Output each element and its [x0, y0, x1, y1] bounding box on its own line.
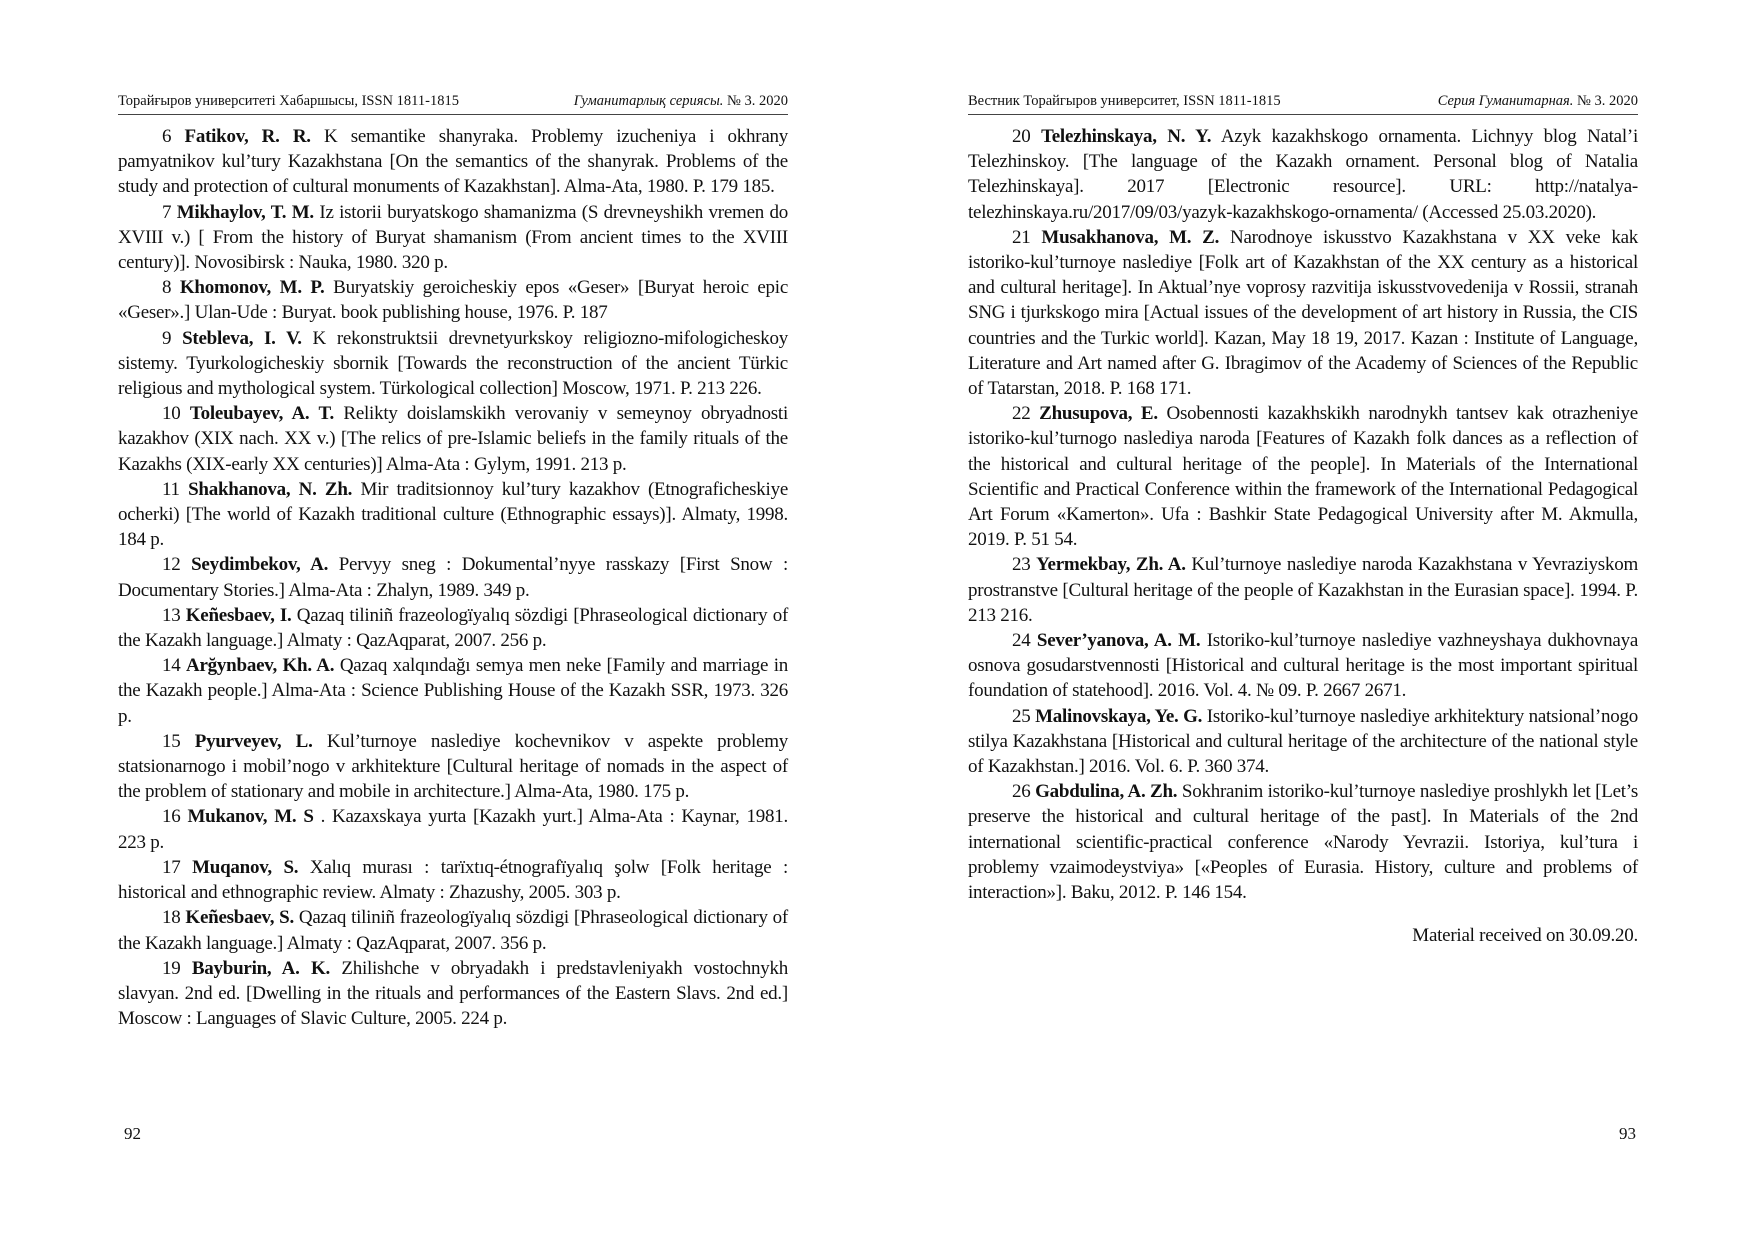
reference-author: Keñesbaev, S.	[185, 907, 294, 929]
reference-number: 21	[1012, 226, 1031, 248]
reference-text: Iz istorii buryatskogo shamanizma (S drevneyshikh vremen do XVIII v.) [ From the history of Buryat shamanism (From ancient times to the XVIII century)]. Novosibirsk : Nauka, 1980. 320 p.	[118, 201, 788, 274]
reference-text: Buryatskiy geroicheskiy epos «Geser» [Buryat heroic epic «Geser».] Ulan-Ude : Buryat. book publishing house, 1976. P. 187	[118, 277, 789, 324]
reference-author: Musakhanova, M. Z.	[1041, 226, 1220, 248]
reference-text: Istoriko-kul’turnoye naslediye arkhitektury natsional’nogo stilya Kazakhstana [Historical and cultural heritage of the architecture of the national style of Kazakhstan.] 2016. Vol. 6. P. 360 374.	[968, 705, 1639, 778]
journal-title: Торайғыров университеті Хабаршысы, ISSN 1811-1815	[118, 93, 459, 109]
reference-text: Qazaq xalqındağı semya men neke [Family and marriage in the Kazakh people.] Alma-Ata : Science Publishing House of the Kazakh SSR, 1973. 326 p.	[118, 655, 788, 727]
reference-author: Telezhinskaya, N. Y.	[1041, 126, 1212, 147]
reference-item	[118, 653, 788, 729]
reference-text: Azyk kazakhskogo ornamenta. Lichnyy blog Natal’i Telezhinskoy. [The language of the Kazakh ornament. Personal blog of Natalia Telezhinskaya]. 2017 [Electronic resource]. URL: http://natalya-telezhinskaya.ru/2017/09/03/yazyk-kazakhskogo-ornamenta/ (Accessed 25.03.2020).	[968, 126, 1639, 223]
reference-item	[118, 855, 788, 905]
reference-number: 24	[1012, 630, 1031, 652]
reference-number: 8	[162, 277, 172, 299]
reference-item	[118, 729, 788, 805]
reference-author: Malinovskaya, Ye. G.	[1035, 705, 1203, 727]
reference-number: 19	[162, 957, 181, 979]
reference-text: Narodnoye iskusstvo Kazakhstana v XX veke kak istoriko-kul’turnoye naslediye [Folk art of Kazakhstan of the XX century as a historical and cultural heritage]. In Aktual’nye voprosy razvitija iskusstvovedenija v Rossii, stranah SNG i tjurkskogo mira [Actual issues of the development of art history in Russia, the CIS countries and the Turkic world]. Kazan, May 18 19, 2017. Kazan : Institute of Language, Literature and Art named after G. Ibragimov of the Academy of Sciences of the Republic of Tatarstan, 2018. P. 168 171.	[968, 226, 1639, 400]
reference-text: K rekonstruktsii drevnetyurkskoy religiozno-mifologicheskoy sistemy. Tyurkologicheskiy sbornik [Towards the reconstruction of the ancient Türkic religious and mythological system. Türkological collection] Moscow, 1971. P. 213 226.	[118, 327, 789, 400]
reference-item	[118, 275, 788, 325]
reference-number: 15	[162, 730, 181, 752]
reference-author: Shakhanova, N. Zh.	[188, 478, 353, 500]
page-number: 93	[1619, 1124, 1636, 1143]
reference-number: 23	[1012, 554, 1031, 576]
reference-item	[968, 225, 1638, 401]
reference-text: Osobennosti kazakhskikh narodnykh tantsev kak otrazheniye istoriko-kul’turnogo naslediya naroda [Features of Kazakh folk dances as a reflection of the historical and cultural heritage of the people]. In Materials of the International Scientific and Practical Conference within the framework of the International Pedagogical Art Forum «Kamerton». Ufa : Bashkir State Pedagogical University after M. Akmulla, 2019. P. 51 54.	[968, 403, 1638, 551]
reference-number: 22	[1012, 403, 1031, 425]
reference-number: 14	[162, 655, 181, 677]
running-header	[968, 92, 1638, 115]
reference-item	[118, 124, 788, 200]
reference-item	[118, 603, 788, 653]
reference-text: . Kazaxskaya yurta [Kazakh yurt.] Alma-Ata : Kaynar, 1981. 223 p.	[118, 806, 788, 853]
right-page	[968, 0, 1638, 1241]
reference-text: Relikty doislamskikh verovaniy v semeynoy obryadnosti kazakhov (XIX nach. XX v.) [The relics of pre-Islamic beliefs in the family rituals of the Kazakhs (XIX-early XX centuries)] Alma-Ata : Gylym, 1991. 213 p.	[118, 403, 788, 475]
reference-item	[118, 326, 788, 402]
reference-list	[118, 124, 788, 1031]
reference-text: Zhilishche v obryadakh i predstavleniyakh vostochnykh slavyan. 2nd ed. [Dwelling in the rituals and performances of the Eastern Slavs. 2nd ed.] Moscow : Languages of Slavic Culture, 2005. 224 p.	[118, 957, 789, 1030]
reference-text: Qazaq tiliniñ frazeologïyalıq sözdigi [Phraseological dictionary of the Kazakh language.] Almaty : QazAqparat, 2007. 356 p.	[118, 907, 789, 954]
reference-number: 17	[162, 856, 181, 878]
reference-author: Yermekbay, Zh. A.	[1036, 554, 1186, 576]
reference-author: Zhusupova, E.	[1039, 403, 1158, 425]
reference-text: Istoriko-kul’turnoye naslediye vazhneyshaya dukhovnaya osnova gosudarstvennosti [Historical and cultural heritage is the most important spiritual foundation of statehood]. 2016. Vol. 4. № 09. P. 2667 2671.	[968, 630, 1638, 702]
reference-author: Keñesbaev, I.	[185, 604, 292, 626]
series-title: Гуманитарлық сериясы.	[573, 93, 724, 109]
reference-number: 10	[162, 403, 181, 425]
reference-item	[118, 956, 788, 1032]
reference-item	[118, 804, 788, 854]
reference-author: Mikhaylov, T. M.	[176, 201, 314, 223]
reference-number: 11	[162, 478, 180, 500]
reference-text: Pervyy sneg : Dokumental’nyye rasskazy [First Snow : Documentary Stories.] Alma-Ata : Zhalyn, 1989. 349 p.	[118, 554, 788, 601]
reference-number: 13	[162, 604, 181, 626]
reference-item	[118, 200, 788, 276]
reference-item	[968, 779, 1638, 905]
reference-number: 9	[162, 327, 172, 349]
reference-author: Khomonov, M. P.	[179, 277, 325, 299]
journal-title: Вестник Торайгыров университет, ISSN 1811-1815	[968, 93, 1281, 109]
reference-item	[118, 477, 788, 553]
issue-number: № 3. 2020	[723, 93, 788, 109]
received-note: Material received on 30.09.20.	[1412, 925, 1638, 947]
reference-number: 25	[1012, 705, 1031, 727]
reference-author: Pyurveyev, L.	[194, 730, 313, 752]
reference-item	[968, 124, 1638, 225]
reference-number: 12	[162, 554, 181, 576]
reference-item	[968, 552, 1638, 628]
series-info	[1438, 92, 1638, 110]
reference-author: Stebleva, I. V.	[182, 327, 302, 349]
reference-number: 7	[162, 201, 172, 223]
reference-text: K semantike shanyraka. Problemy izucheniya i okhrany pamyatnikov kul’tury Kazakhstana [On the semantics of the shanyrak. Problems of the study and protection of cultural monuments of Kazakhstan]. Alma-Ata, 1980. P. 179 185.	[118, 126, 789, 198]
reference-author: Muqanov, S.	[192, 856, 299, 878]
page-number: 92	[124, 1124, 141, 1143]
reference-text: Kul’turnoye naslediye kochevnikov v aspekte problemy statsionarnogo i mobil’nogo v arkhitekture [Cultural heritage of nomads in the aspect of the problem of stationary and mobile in architecture.] Alma-Ata, 1980. 175 p.	[118, 730, 789, 803]
reference-author: Gabdulina, A. Zh.	[1035, 781, 1178, 803]
reference-author: Fatikov, R. R.	[184, 126, 311, 147]
reference-number: 6	[162, 126, 172, 147]
reference-text: Xalıq murası : tarïxtıq-étnografïyalıq şolw [Folk heritage : historical and ethnographic review. Almaty : Zhazushy, 2005. 303 p.	[118, 856, 789, 904]
reference-author: Bayburin, A. K.	[191, 957, 331, 979]
reference-author: Toleubayev, A. T.	[189, 403, 334, 425]
series-info	[574, 92, 788, 110]
reference-item	[118, 552, 788, 602]
left-page	[118, 0, 788, 1241]
reference-item	[968, 628, 1638, 704]
issue-number: № 3. 2020	[1573, 93, 1638, 109]
reference-number: 20	[1012, 126, 1031, 147]
reference-author: Arğynbaev, Kh. A.	[186, 655, 335, 677]
reference-item	[118, 401, 788, 477]
reference-item	[118, 905, 788, 955]
reference-text: Qazaq tiliniñ frazeologïyalıq sözdigi [Phraseological dictionary of the Kazakh language.] Almaty : QazAqparat, 2007. 256 p.	[118, 604, 789, 652]
reference-author: Mukanov, M. S	[187, 806, 314, 828]
running-header	[118, 92, 788, 115]
reference-list	[968, 124, 1638, 948]
series-title: Серия Гуманитарная.	[1437, 93, 1574, 109]
reference-item	[968, 704, 1638, 780]
reference-number: 18	[162, 907, 181, 929]
reference-author: Seydimbekov, A.	[191, 554, 329, 576]
reference-author: Sever’yanova, A. M.	[1036, 630, 1201, 652]
reference-text: Mir traditsionnoy kul’tury kazakhov (Etnograficheskiye ocherki) [The world of Kazakh traditional culture (Ethnographic essays)]. Almaty, 1998. 184 p.	[118, 478, 789, 551]
reference-text: Kul’turnoye naslediye naroda Kazakhstana v Yevraziyskom prostranstve [Cultural heritage of the people of Kazakhstan in the Eurasian space]. 1994. P. 213 216.	[968, 554, 1638, 626]
reference-text: Sokhranim istoriko-kul’turnoye naslediye proshlykh let [Let’s preserve the historical and cultural heritage of the past]. In Materials of the 2nd international scientific-practical conference «Narody Yevrazii. Istoriya, kul’tura i problemy vzaimodeystviya» [«Peoples of Eurasia. History, culture and problems of interaction»]. Baku, 2012. P. 146 154.	[968, 781, 1638, 904]
reference-item	[968, 401, 1638, 552]
reference-number: 16	[162, 806, 181, 828]
reference-number: 26	[1012, 781, 1031, 803]
